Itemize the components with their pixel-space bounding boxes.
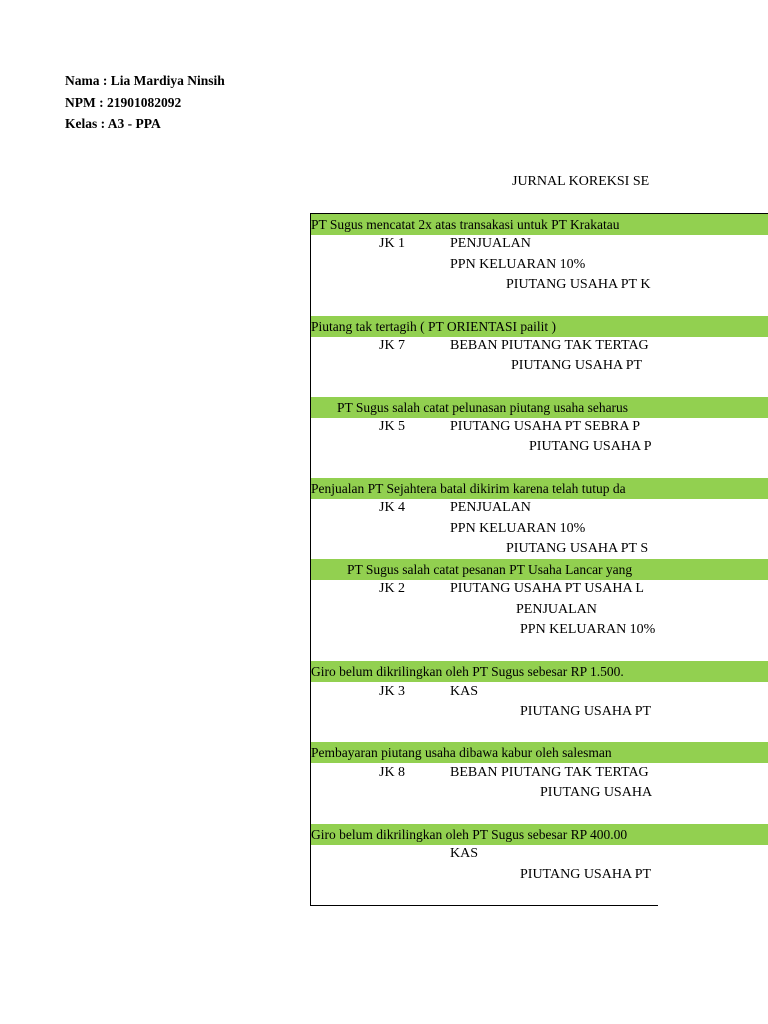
journal-code: JK 7 bbox=[379, 338, 406, 353]
journal-code: JK 1 bbox=[379, 236, 406, 251]
journal-code: JK 4 bbox=[379, 500, 406, 515]
debit-account: PIUTANG USAHA PT USAHA L bbox=[450, 581, 644, 596]
section-header: PT Sugus mencatat 2x atas transakasi untuk PT Krakatau bbox=[311, 217, 620, 232]
credit-account: PPN KELUARAN 10% bbox=[520, 622, 656, 637]
student-info bbox=[65, 70, 225, 135]
journal-code: JK 3 bbox=[379, 684, 406, 699]
journal-content bbox=[310, 213, 658, 906]
credit-account: PIUTANG USAHA bbox=[540, 785, 653, 800]
debit-account: BEBAN PIUTANG TAK TERTAG bbox=[450, 338, 649, 353]
credit-account: PIUTANG USAHA PT bbox=[520, 867, 652, 882]
section-header: Penjualan PT Sejahtera batal dikirim karena telah tutup da bbox=[311, 481, 626, 496]
credit-account: PIUTANG USAHA P bbox=[529, 439, 652, 454]
debit-account: PENJUALAN bbox=[450, 500, 531, 515]
section-header: PT Sugus salah catat pelunasan piutang usaha seharus bbox=[337, 400, 629, 415]
debit-account: PPN KELUARAN 10% bbox=[450, 521, 586, 536]
debit-account: BEBAN PIUTANG TAK TERTAG bbox=[450, 765, 649, 780]
credit-account: PIUTANG USAHA PT bbox=[520, 704, 652, 719]
debit-account: KAS bbox=[450, 846, 479, 861]
journal-code: JK 5 bbox=[379, 419, 406, 434]
student-class: Kelas : A3 - PPA bbox=[65, 116, 161, 131]
section-header: PT Sugus salah catat pesanan PT Usaha Lancar yang bbox=[347, 562, 633, 577]
credit-account: PIUTANG USAHA PT bbox=[511, 358, 643, 373]
journal-code: JK 8 bbox=[379, 765, 406, 780]
debit-account: PENJUALAN bbox=[450, 236, 531, 251]
debit-account: KAS bbox=[450, 684, 479, 699]
section-header: Giro belum dikrilingkan oleh PT Sugus sebesar RP 400.00 bbox=[311, 827, 628, 842]
student-name: Nama : Lia Mardiya Ninsih bbox=[65, 73, 225, 88]
debit-account: PIUTANG USAHA PT SEBRA P bbox=[450, 419, 640, 434]
journal-code: JK 2 bbox=[379, 581, 406, 596]
credit-account: PIUTANG USAHA PT S bbox=[506, 541, 649, 556]
section-header: Piutang tak tertagih ( PT ORIENTASI pailit ) bbox=[311, 319, 557, 334]
section-header: Pembayaran piutang usaha dibawa kabur oleh salesman bbox=[311, 745, 612, 760]
debit-account: PPN KELUARAN 10% bbox=[450, 257, 586, 272]
credit-account: PIUTANG USAHA PT K bbox=[506, 277, 651, 292]
credit-account: PENJUALAN bbox=[516, 602, 597, 617]
section-header: Giro belum dikrilingkan oleh PT Sugus sebesar RP 1.500. bbox=[311, 664, 624, 679]
student-npm: NPM : 21901082092 bbox=[65, 94, 182, 110]
journal-title: JURNAL KOREKSI SE bbox=[512, 174, 650, 189]
